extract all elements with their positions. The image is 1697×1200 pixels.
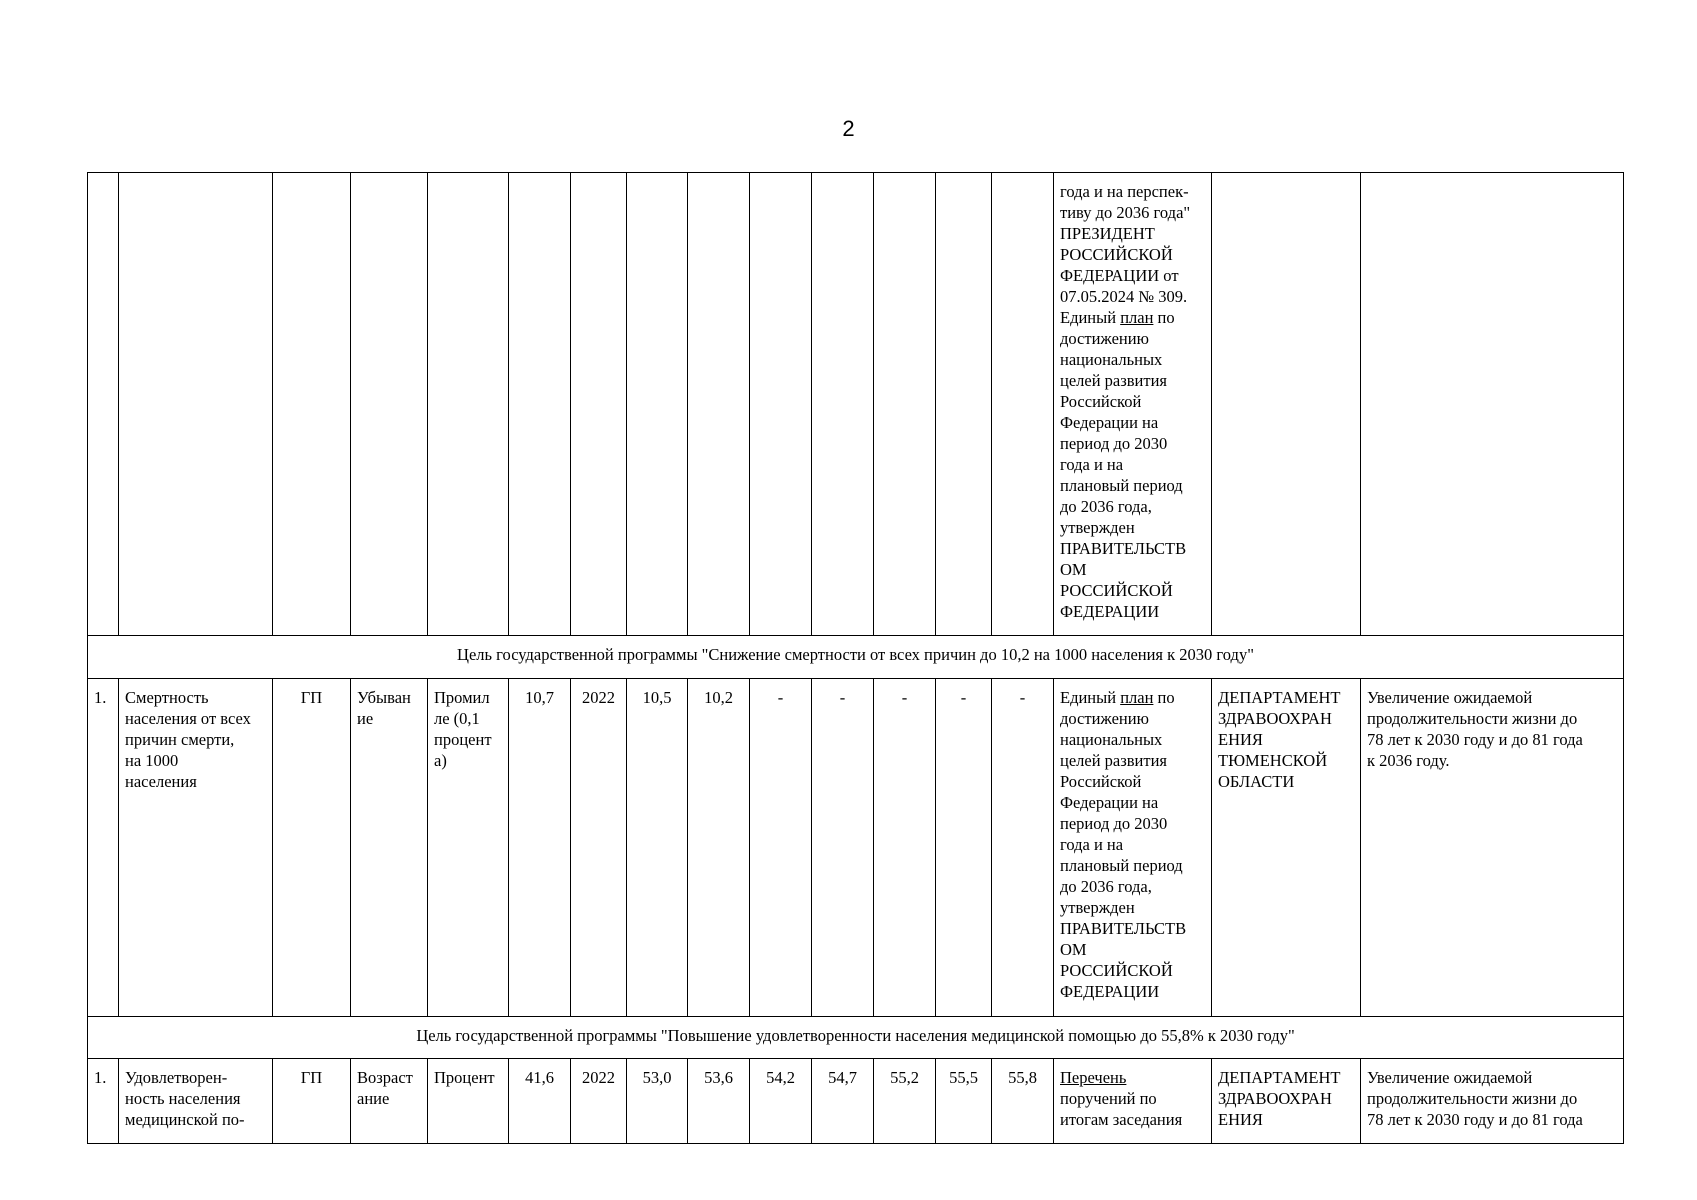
cell-v2: 10,2	[688, 679, 750, 1017]
basis-text-before: года и на перспек- тиву до 2036 года" ПРЕЗИДЕНТ РОССИЙСКОЙ ФЕДЕРАЦИИ от 07.05.2024 № 309. Единый	[1060, 182, 1191, 327]
cell-v7: -	[992, 679, 1054, 1017]
cell-responsible	[1212, 173, 1361, 636]
cell-v4: 54,7	[812, 1059, 874, 1144]
cell-unit: Процент	[428, 1059, 509, 1144]
cell-v7: 55,8	[992, 1059, 1054, 1144]
cell-base-value: 41,6	[509, 1059, 571, 1144]
cell-base-value	[509, 173, 571, 636]
cell-trend	[351, 173, 428, 636]
cell-v4	[812, 173, 874, 636]
cell-v2	[688, 173, 750, 636]
cell-v5: -	[874, 679, 936, 1017]
goal-row-mortality	[88, 636, 1624, 679]
cell-level: ГП	[273, 679, 351, 1017]
cell-responsible: ДЕПАРТАМЕНТ ЗДРАВООХРАН ЕНИЯ	[1212, 1059, 1361, 1144]
indicator-row-satisfaction	[88, 1059, 1624, 1144]
cell-link	[1361, 173, 1624, 636]
page-number: 2	[842, 116, 855, 141]
cell-v5	[874, 173, 936, 636]
cell-name: Смертность населения от всех причин смерти, на 1000 населения	[119, 679, 273, 1017]
cell-v6: -	[936, 679, 992, 1017]
continuation-row	[88, 173, 1624, 636]
cell-v5: 55,2	[874, 1059, 936, 1144]
cell-base-year: 2022	[571, 679, 627, 1017]
cell-basis	[1054, 173, 1212, 636]
cell-v2: 53,6	[688, 1059, 750, 1144]
cell-link: Увеличение ожидаемой продолжительности жизни до 78 лет к 2030 году и до 81 года к 2036 году.	[1361, 679, 1624, 1017]
indicators-table	[87, 172, 1624, 1144]
cell-unit: Промил ле (0,1 процент а)	[428, 679, 509, 1017]
cell-base-value: 10,7	[509, 679, 571, 1017]
cell-name	[119, 173, 273, 636]
cell-trend: Убыван ие	[351, 679, 428, 1017]
basis-text-before: Единый	[1060, 688, 1121, 707]
goal-satisfaction-text: Цель государственной программы "Повышение удовлетворенности населения медицинской помощью до 55,8% к 2030 году"	[88, 1017, 1624, 1059]
cell-basis	[1054, 1059, 1212, 1144]
basis-text-after: поручений по итогам заседания	[1060, 1089, 1183, 1129]
cell-v1: 53,0	[627, 1059, 688, 1144]
cell-basis	[1054, 679, 1212, 1017]
cell-base-year	[571, 173, 627, 636]
cell-v3: 54,2	[750, 1059, 812, 1144]
basis-text-after: по достижению национальных целей развития Российской Федерации на период до 2030 года и на плановый период до 2036 года, утвержден ПРАВИТЕЛЬСТВ ОМ РОССИЙСКОЙ ФЕДЕРАЦИИ	[1060, 688, 1187, 1001]
cell-v6	[936, 173, 992, 636]
cell-link: Увеличение ожидаемой продолжительности жизни до 78 лет к 2030 году и до 81 года	[1361, 1059, 1624, 1144]
basis-plan-link[interactable]: план	[1120, 308, 1154, 327]
cell-v3: -	[750, 679, 812, 1017]
cell-base-year: 2022	[571, 1059, 627, 1144]
cell-level	[273, 173, 351, 636]
cell-v1	[627, 173, 688, 636]
indicator-row-mortality	[88, 679, 1624, 1017]
cell-num: 1.	[88, 679, 119, 1017]
cell-responsible: ДЕПАРТАМЕНТ ЗДРАВООХРАН ЕНИЯ ТЮМЕНСКОЙ ОБЛАСТИ	[1212, 679, 1361, 1017]
cell-name: Удовлетворен- ность населения медицинской по-	[119, 1059, 273, 1144]
goal-mortality-text: Цель государственной программы "Снижение смертности от всех причин до 10,2 на 1000 населения к 2030 году"	[88, 636, 1624, 679]
goal-row-satisfaction	[88, 1017, 1624, 1059]
cell-v3	[750, 173, 812, 636]
basis-plan-link[interactable]: план	[1120, 688, 1154, 707]
cell-v4: -	[812, 679, 874, 1017]
cell-num	[88, 173, 119, 636]
cell-v6: 55,5	[936, 1059, 992, 1144]
basis-text-after: по достижению национальных целей развития Российской Федерации на период до 2030 года и на плановый период до 2036 года, утвержден ПРАВИТЕЛЬСТВ ОМ РОССИЙСКОЙ ФЕДЕРАЦИИ	[1060, 308, 1187, 621]
cell-unit	[428, 173, 509, 636]
cell-level: ГП	[273, 1059, 351, 1144]
basis-list-link[interactable]: Перечень	[1060, 1068, 1127, 1087]
cell-v1: 10,5	[627, 679, 688, 1017]
cell-num: 1.	[88, 1059, 119, 1144]
cell-v7	[992, 173, 1054, 636]
cell-trend: Возраст ание	[351, 1059, 428, 1144]
